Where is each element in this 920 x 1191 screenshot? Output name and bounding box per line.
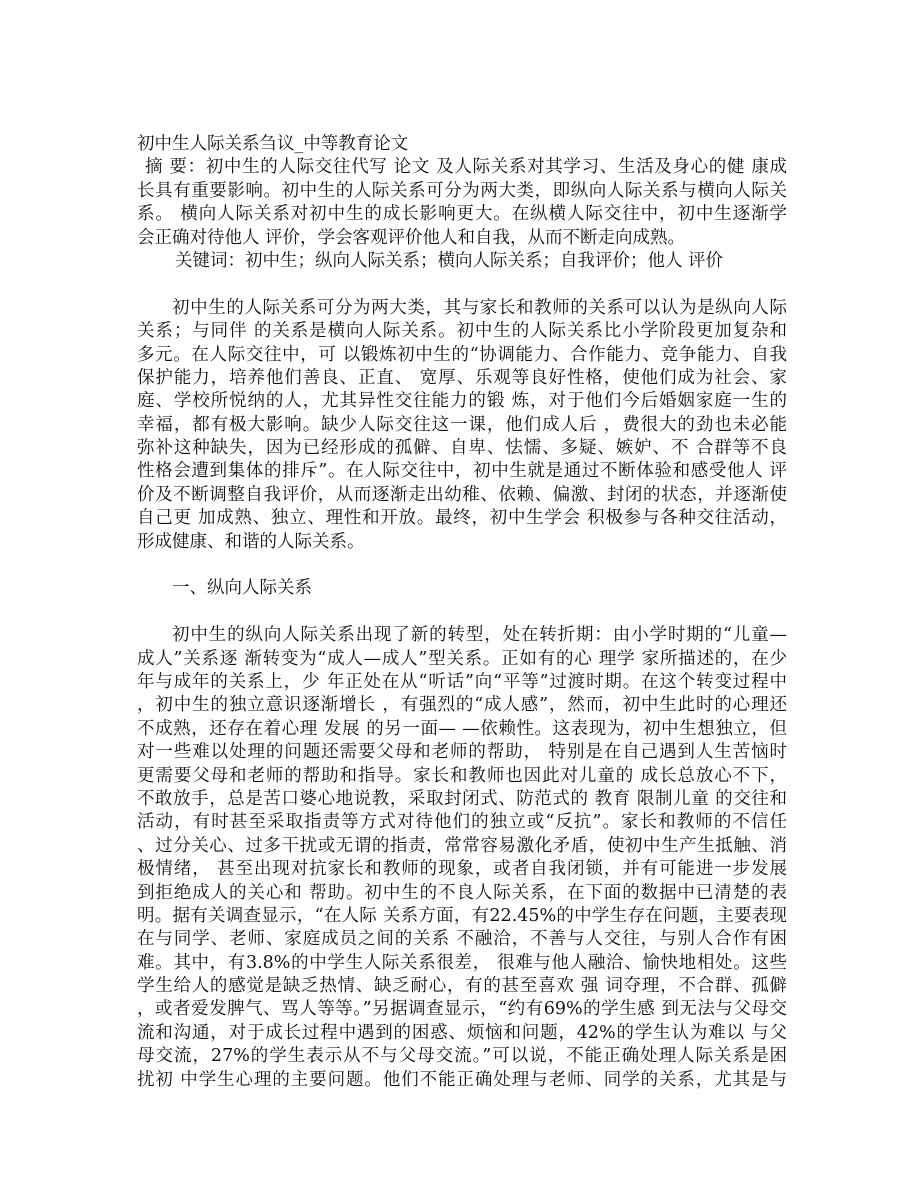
text-line: 性格会遭到集体的排斥”。在人际交往中，初中生就是通过不断体验和感受他人 评 <box>137 461 787 482</box>
text-line: 庭、学校所悦纳的人，尤其异性交往能力的锻 炼，对于他们今后婚姻家庭一生的 <box>137 391 787 412</box>
text-line: 会正确对待他人 评价，学会客观评价他人和自我，从而不断走向成熟。 <box>137 227 686 248</box>
text-line: 年与成年的关系上，少 年正处在从“听话”向“平等”过渡时期。在这个转变过程中 <box>137 671 787 692</box>
text-line: 不敢放手，总是苦口婆心地说教，采取封闭式、防范式的 教育 限制儿童 的交往和 <box>137 788 787 809</box>
text-line: 幸福，都有极大影响。缺少人际交往这一课，他们成人后 ，费很大的劲也未必能 <box>137 414 787 435</box>
text-line: 长具有重要影响。初中生的人际关系可分为两大类，即纵向人际关系与横向人际关 <box>137 180 787 201</box>
text-line: 更需要父母和老师的帮助和指导。家长和教师也因此对儿童的 成长总放心不下， <box>137 765 787 786</box>
section-heading: 一、纵向人际关系 <box>172 578 312 599</box>
abstract <box>137 156 787 250</box>
paragraph-vertical-relations <box>137 624 787 1092</box>
text-line: 关系；与同伴 的关系是横向人际关系。初中生的人际关系比小学阶段更加复杂和 <box>137 321 787 342</box>
text-line: 活动，有时甚至采取指责等方式对待他们的独立或“反抗”。家长和教师的不信任 <box>137 812 787 833</box>
text-line: 初中生的人际关系可分为两大类，其与家长和教师的关系可以认为是纵向人际 <box>172 297 787 318</box>
text-line: 形成健康、和谐的人际关系。 <box>137 531 365 552</box>
text-line: 价及不断调整自我评价，从而逐渐走出幼稚、依赖、偏激、封闭的状态，并逐渐使 <box>137 484 787 505</box>
text-line: 系。 横向人际关系对初中生的成长影响更大。在纵横人际交往中，初中生逐渐学 <box>137 204 787 225</box>
text-line: 多元。在人际交往中，可 以锻炼初中生的“协调能力、合作能力、竞争能力、自我 <box>137 344 787 365</box>
text-line: 初中生的纵向人际关系出现了新的转型，处在转折期：由小学时期的“儿童— <box>172 625 787 646</box>
text-line: 学生给人的感觉是缺乏热情、缺乏耐心，有的甚至喜欢 强 词夺理，不合群、孤僻 <box>137 976 787 997</box>
document-page <box>137 133 787 1092</box>
text-line: 难。其中，有3.8%的中学生人际关系很差， 很难与他人融洽、愉快地相处。这些 <box>137 952 787 973</box>
text-line: 成人”关系逐 渐转变为“成人—成人”型关系。正如有的心 理学 家所描述的，在少 <box>137 648 787 669</box>
keywords: 关键词：初中生；纵向人际关系；横向人际关系；自我评价；他人 评价 <box>175 250 724 271</box>
text-line: 流和沟通，对于成长过程中遇到的困惑、烦恼和问题，42%的学生认为难以 与父 <box>137 1022 787 1043</box>
text-line: 对一些难以处理的问题还需要父母和老师的帮助， 特别是在自己遇到人生苦恼时 <box>137 742 787 763</box>
text-line: 、过分关心、过多干扰或无谓的指责，常常容易激化矛盾，使初中生产生抵触、消 <box>137 835 787 856</box>
text-line: 在与同学、老师、家庭成员之间的关系 不融洽，不善与人交往，与别人合作有困 <box>137 929 787 950</box>
paragraph-intro <box>137 297 787 554</box>
text-line: 到拒绝成人的关心和 帮助。初中生的不良人际关系，在下面的数据中已清楚的表 <box>137 882 787 903</box>
text-line: 母交流，27%的学生表示从不与父母交流。”可以说，不能正确处理人际关系是困 <box>137 1046 787 1067</box>
text-line: ，初中生的独立意识逐渐增长 ，有强烈的“成人感”，然而，初中生此时的心理还 <box>137 695 787 716</box>
text-line: 弥补这种缺失，因为已经形成的孤僻、自卑、怯懦、多疑、嫉妒、不 合群等不良 <box>137 438 787 459</box>
text-line: 明。据有关调查显示，“在人际 关系方面，有22.45%的中学生存在问题，主要表现 <box>137 905 787 926</box>
text-line: 自己更 加成熟、独立、理性和开放。最终，初中生学会 积极参与各种交往活动， <box>137 508 787 529</box>
text-line: 摘 要：初中生的人际交往代写 论文 及人际关系对其学习、生活及身心的健 康成 <box>145 157 787 178</box>
text-line: 扰初 中学生心理的主要问题。他们不能正确处理与老师、同学的关系，尤其是与 <box>137 1069 787 1090</box>
text-line: 不成熟，还存在着心理 发展 的另一面— —依赖性。这表现为，初中生想独立，但 <box>137 718 787 739</box>
text-line: 极情绪， 甚至出现对抗家长和教师的现象，或者自我闭锁，并有可能进一步发展 <box>137 859 787 880</box>
text-line: ，或者爱发脾气、骂人等等。”另据调查显示，“约有69%的学生感 到无法与父母交 <box>137 999 787 1020</box>
document-title: 初中生人际关系刍议_中等教育论文 <box>137 134 409 154</box>
text-line: 保护能力，培养他们善良、正直、 宽厚、乐观等良好性格，使他们成为社会、家 <box>137 367 787 388</box>
